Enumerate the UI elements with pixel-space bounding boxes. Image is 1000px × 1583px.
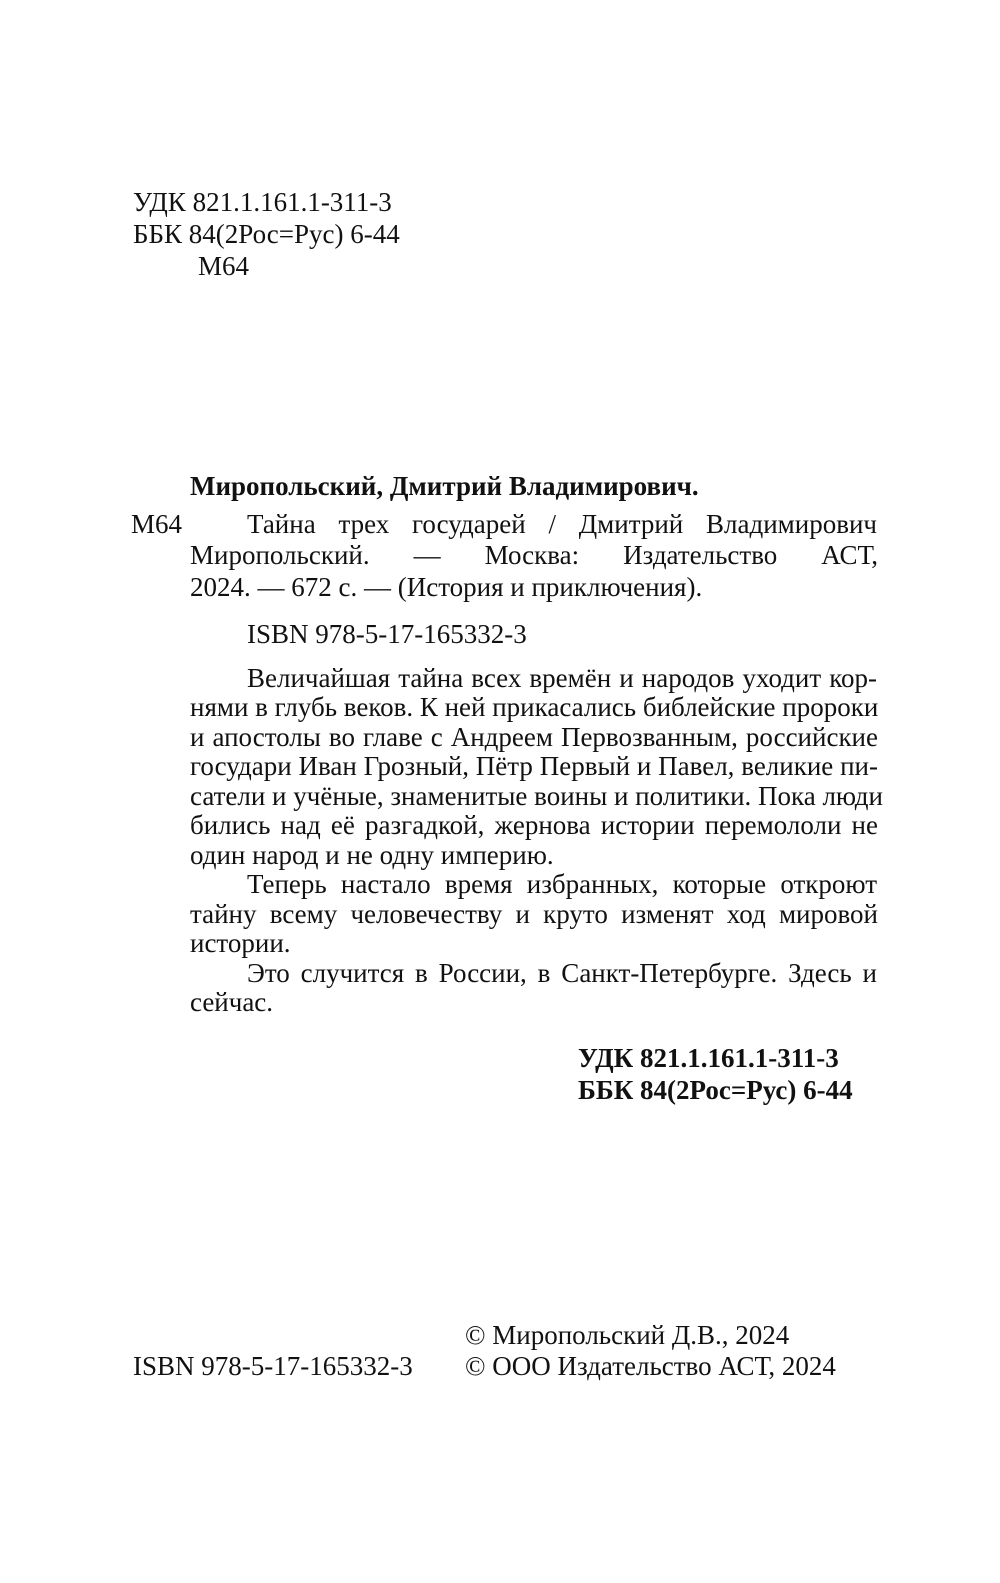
entry-isbn: ISBN 978-5-17-165332-3 — [247, 619, 527, 649]
annotation-line-12: сейчас. — [190, 987, 274, 1017]
header-bbk: ББК 84(2Рос=Рус) 6-44 — [133, 219, 400, 249]
description-line-2: Миропольский. — Москва: Издательство АСТ, — [190, 540, 878, 570]
annotation-line-8: Теперь настало время избранных, которые откроют — [247, 869, 877, 899]
copyright-author: © Миропольский Д.В., 2024 — [465, 1320, 790, 1350]
annotation-line-7: один народ и не одну империю. — [190, 840, 554, 870]
annotation-line-4: государи Иван Грозный, Пётр Первый и Павел, великие пи- — [190, 751, 878, 781]
description-line-1: Тайна трех государей / Дмитрий Владимирович — [247, 509, 877, 539]
copyright-publisher: © ООО Издательство АСТ, 2024 — [465, 1351, 836, 1381]
annotation-line-6: бились над её разгадкой, жернова истории перемололи не — [190, 810, 878, 840]
annotation-line-2: нями в глубь веков. К ней прикасались библейские пророки — [190, 692, 879, 722]
annotation-line-10: истории. — [190, 928, 291, 958]
annotation-line-11: Это случится в России, в Санкт-Петербурге. Здесь и — [247, 958, 877, 988]
annotation-line-5: сатели и учёные, знаменитые воины и политики. Пока люди — [190, 781, 883, 811]
entry-author-mark: М64 — [131, 509, 183, 539]
annotation-line-1: Величайшая тайна всех времён и народов уходит кор- — [247, 663, 877, 693]
header-author-mark: М64 — [198, 251, 250, 281]
annotation-line-3: и апостолы во главе с Андреем Первозванным, российские — [190, 722, 878, 752]
bold-udk: УДК 821.1.161.1-311-3 — [578, 1043, 839, 1073]
header-udk: УДК 821.1.161.1-311-3 — [133, 187, 392, 217]
description-line-3: 2024. — 672 с. — (История и приключения). — [190, 572, 703, 602]
footer-isbn: ISBN 978-5-17-165332-3 — [133, 1351, 413, 1381]
author-heading: Миропольский, Дмитрий Владимирович. — [190, 471, 699, 501]
bold-bbk: ББК 84(2Рос=Рус) 6-44 — [578, 1075, 853, 1105]
annotation-line-9: тайну всему человечеству и круто изменят ход мировой — [190, 899, 878, 929]
